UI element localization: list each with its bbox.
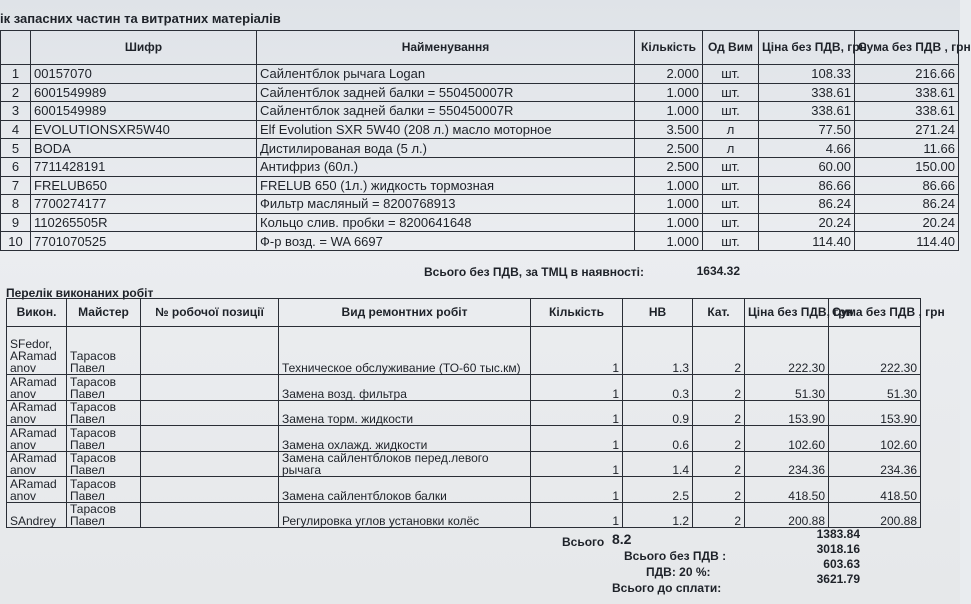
works-total-label: Всього	[562, 535, 605, 549]
parts-row	[1, 139, 959, 158]
parts-cell: шт.	[703, 102, 759, 121]
works-cell: 418.50	[829, 477, 921, 503]
parts-cell: л	[703, 120, 759, 139]
works-cell	[141, 375, 279, 401]
parts-cell: 108.33	[759, 65, 855, 84]
works-cell: 2	[693, 400, 745, 426]
parts-header-cell: Од Вим	[703, 31, 759, 65]
parts-cell: шт.	[703, 232, 759, 251]
works-row	[7, 477, 921, 503]
works-row	[7, 451, 921, 477]
parts-cell: 216.66	[855, 65, 959, 84]
parts-cell: 2	[1, 83, 31, 102]
parts-cell: 9	[1, 213, 31, 232]
parts-total-value: 1634.32	[696, 264, 740, 278]
works-cell: ARamad anov	[7, 400, 67, 426]
parts-cell: Сайлентблок задней балки = 550450007R	[257, 102, 635, 121]
works-cell: 1	[531, 400, 623, 426]
parts-header-cell	[1, 31, 31, 65]
parts-cell: 338.61	[759, 83, 855, 102]
works-cell: 2	[693, 502, 745, 528]
parts-table	[0, 30, 971, 251]
works-cell: Замена возд. фильтра	[279, 375, 531, 401]
parts-cell: 3	[1, 102, 31, 121]
works-cell: 153.90	[829, 400, 921, 426]
works-cell: 200.88	[829, 502, 921, 528]
works-cell: Тарасов Павел	[67, 327, 141, 375]
works-cell: Тарасов Павел	[67, 426, 141, 452]
works-header-cell: НВ	[623, 299, 693, 327]
parts-cell: 77.50	[759, 120, 855, 139]
works-cell: 1.2	[623, 502, 693, 528]
parts-row	[1, 102, 959, 121]
works-cell: 2.5	[623, 477, 693, 503]
parts-cell: 1.000	[635, 176, 703, 195]
parts-cell: FRELUB650	[31, 176, 257, 195]
parts-row	[1, 83, 959, 102]
parts-cell: 86.24	[855, 195, 959, 214]
parts-cell: 2.500	[635, 157, 703, 176]
parts-row	[1, 195, 959, 214]
parts-cell: 7711428191	[31, 157, 257, 176]
parts-cell: 20.24	[855, 213, 959, 232]
parts-cell: 20.24	[759, 213, 855, 232]
parts-row	[1, 120, 959, 139]
works-cell: 1.3	[623, 327, 693, 375]
works-cell: SFedor, ARamad anov	[7, 327, 67, 375]
works-cell: Техническое обслуживание (ТО-60 тыс.км)	[279, 327, 531, 375]
works-cell: ARamad anov	[7, 426, 67, 452]
parts-cell: 338.61	[855, 102, 959, 121]
works-cell: 51.30	[745, 375, 829, 401]
works-header-cell: Майстер	[67, 299, 141, 327]
parts-cell: 150.00	[855, 157, 959, 176]
works-cell: Регулировка углов установки колёс	[279, 502, 531, 528]
parts-cell: Дистилированая вода (5 л.)	[257, 139, 635, 158]
parts-cell: 7701070525	[31, 232, 257, 251]
parts-cell: шт.	[703, 65, 759, 84]
parts-cell: 338.61	[855, 83, 959, 102]
works-cell: 222.30	[829, 327, 921, 375]
parts-cell: Антифриз (60л.)	[257, 157, 635, 176]
parts-header-cell: Найменування	[257, 31, 635, 65]
parts-cell: 60.00	[759, 157, 855, 176]
works-header-cell: Ціна без ПДВ, грн	[745, 299, 829, 327]
works-cell: 102.60	[745, 426, 829, 452]
works-cell: 0.3	[623, 375, 693, 401]
parts-header-cell: Ціна без ПДВ, грн	[759, 31, 855, 65]
works-cell: 1	[531, 426, 623, 452]
works-cell: 200.88	[745, 502, 829, 528]
parts-cell: 1.000	[635, 102, 703, 121]
works-table-header	[7, 299, 921, 327]
works-header-cell: Вид ремонтних робіт	[279, 299, 531, 327]
parts-cell: 4.66	[759, 139, 855, 158]
works-cell: ARamad anov	[7, 375, 67, 401]
works-cell: 1.4	[623, 451, 693, 477]
works-cell: 0.6	[623, 426, 693, 452]
works-cell: 102.60	[829, 426, 921, 452]
works-section-title: Перелік виконаних робіт	[6, 286, 154, 300]
works-cell: 2	[693, 426, 745, 452]
works-table	[6, 298, 945, 528]
parts-section-title: ік запасних частин та витратних матеріалів	[0, 11, 281, 26]
works-cell: Тарасов Павел	[67, 400, 141, 426]
works-cell: 418.50	[745, 477, 829, 503]
works-cell: 2	[693, 477, 745, 503]
parts-cell: шт.	[703, 157, 759, 176]
parts-cell: Ф-р возд. = WA 6697	[257, 232, 635, 251]
parts-cell: 114.40	[759, 232, 855, 251]
parts-cell: Сайлентблок задней балки = 550450007R	[257, 83, 635, 102]
parts-cell: Elf Evolution SXR 5W40 (208 л.) масло моторное	[257, 120, 635, 139]
works-cell	[141, 426, 279, 452]
works-cell: 1	[531, 375, 623, 401]
parts-cell: шт.	[703, 213, 759, 232]
works-cell: 1	[531, 502, 623, 528]
works-row	[7, 502, 921, 528]
works-cell: Замена охлажд. жидкости	[279, 426, 531, 452]
parts-cell: 114.40	[855, 232, 959, 251]
works-cell: 2	[693, 375, 745, 401]
grand-no-vat-value: 3018.16	[816, 542, 860, 556]
parts-table-header	[1, 31, 959, 65]
works-cell: 1	[531, 477, 623, 503]
works-cell: Тарасов Павел	[67, 451, 141, 477]
works-cell	[141, 327, 279, 375]
works-header-cell: № робочої позиції	[141, 299, 279, 327]
works-total-hours: 8.2	[612, 531, 632, 547]
parts-cell: 1.000	[635, 213, 703, 232]
works-cell: Замена сайлентблоков перед.левого рычага	[279, 451, 531, 477]
parts-cell: BODA	[31, 139, 257, 158]
works-cell: 1	[531, 451, 623, 477]
grand-vat-value: 603.63	[823, 557, 860, 571]
works-cell: 153.90	[745, 400, 829, 426]
works-cell: Замена сайлентблоков балки	[279, 477, 531, 503]
works-cell	[141, 451, 279, 477]
parts-cell: шт.	[703, 195, 759, 214]
works-cell: 234.36	[745, 451, 829, 477]
grand-to-pay-label: Всього до сплати:	[612, 581, 722, 595]
parts-cell: 6001549989	[31, 102, 257, 121]
works-cell: 2	[693, 327, 745, 375]
works-row	[7, 327, 921, 375]
parts-cell: 1	[1, 65, 31, 84]
parts-cell: 8	[1, 195, 31, 214]
works-cell	[141, 477, 279, 503]
grand-no-vat-label: Всього без ПДВ :	[624, 549, 727, 563]
works-cell: Тарасов Павел	[67, 477, 141, 503]
parts-cell: 86.66	[855, 176, 959, 195]
works-cell: 0.9	[623, 400, 693, 426]
works-header-cell: Викон.	[7, 299, 67, 327]
parts-cell: 4	[1, 120, 31, 139]
grand-to-pay-value: 3621.79	[816, 572, 860, 586]
parts-cell: 5	[1, 139, 31, 158]
parts-cell: 3.500	[635, 120, 703, 139]
works-cell: 51.30	[829, 375, 921, 401]
parts-cell: шт.	[703, 176, 759, 195]
parts-cell: 1.000	[635, 83, 703, 102]
works-cell: ARamad anov	[7, 451, 67, 477]
parts-total-label: Всього без ПДВ, за ТМЦ в наявності:	[424, 265, 644, 279]
works-header-cell: Кат.	[693, 299, 745, 327]
parts-header-cell: Кількість	[635, 31, 703, 65]
works-header-cell: Кількість	[531, 299, 623, 327]
parts-cell: FRELUB 650 (1л.) жидкость тормозная	[257, 176, 635, 195]
works-cell: ARamad anov	[7, 477, 67, 503]
parts-cell: 110265505R	[31, 213, 257, 232]
works-row	[7, 375, 921, 401]
parts-cell: 1.000	[635, 232, 703, 251]
works-cell: Тарасов Павел	[67, 375, 141, 401]
parts-cell: 2.500	[635, 139, 703, 158]
works-cell: SAndrey	[7, 502, 67, 528]
works-cell: 234.36	[829, 451, 921, 477]
parts-cell: 10	[1, 232, 31, 251]
parts-cell: 00157070	[31, 65, 257, 84]
parts-cell: 7	[1, 176, 31, 195]
parts-cell: 338.61	[759, 102, 855, 121]
works-cell: 222.30	[745, 327, 829, 375]
parts-cell: 6001549989	[31, 83, 257, 102]
works-cell: Замена торм. жидкости	[279, 400, 531, 426]
parts-header-cell: Шифр	[31, 31, 257, 65]
parts-cell: Фильтр масляный = 8200768913	[257, 195, 635, 214]
parts-row	[1, 65, 959, 84]
parts-row	[1, 176, 959, 195]
parts-cell: 2.000	[635, 65, 703, 84]
parts-cell: Кольцо слив. пробки = 8200641648	[257, 213, 635, 232]
parts-header-cell: Сума без ПДВ , грн	[855, 31, 959, 65]
parts-cell: 1.000	[635, 195, 703, 214]
parts-cell: 271.24	[855, 120, 959, 139]
parts-cell: 86.66	[759, 176, 855, 195]
works-cell: Тарасов Павел	[67, 502, 141, 528]
grand-vat-label: ПДВ: 20 %:	[646, 565, 711, 579]
works-row	[7, 400, 921, 426]
works-cell: 1	[531, 327, 623, 375]
parts-cell: 6	[1, 157, 31, 176]
parts-cell: Сайлентблок рычага Logan	[257, 65, 635, 84]
parts-row	[1, 157, 959, 176]
parts-row	[1, 232, 959, 251]
parts-cell: 7700274177	[31, 195, 257, 214]
works-total-sum: 1383.84	[816, 527, 860, 541]
parts-cell: EVOLUTIONSXR5W40	[31, 120, 257, 139]
works-header-cell: Сума без ПДВ , грн	[829, 299, 921, 327]
parts-cell: л	[703, 139, 759, 158]
works-row	[7, 426, 921, 452]
parts-cell: 86.24	[759, 195, 855, 214]
parts-cell: шт.	[703, 83, 759, 102]
works-cell	[141, 400, 279, 426]
works-cell: 2	[693, 451, 745, 477]
parts-row	[1, 213, 959, 232]
parts-cell: 11.66	[855, 139, 959, 158]
works-cell	[141, 502, 279, 528]
